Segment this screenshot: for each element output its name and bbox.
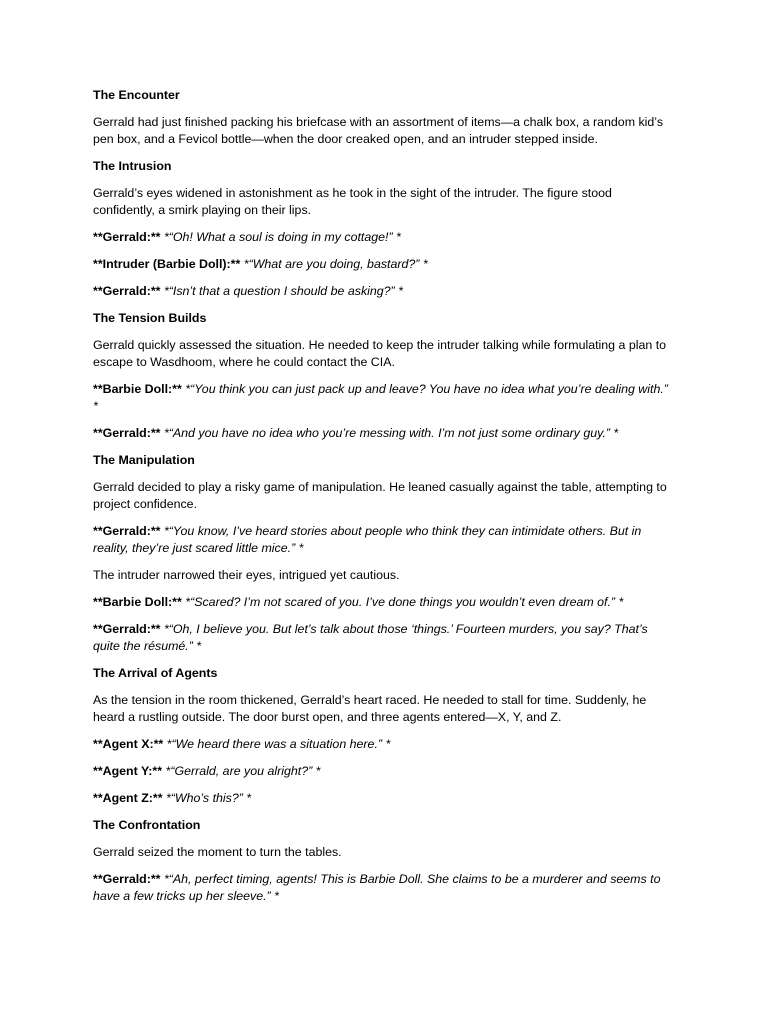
dialogue-speaker: **Gerrald:** (93, 230, 161, 244)
section-heading-manipulation: The Manipulation (93, 453, 195, 467)
dialogue-line (93, 381, 676, 415)
dialogue-speaker: **Gerrald:** (93, 426, 161, 440)
dialogue-speaker: **Barbie Doll:** (93, 595, 182, 609)
dialogue-text: *“Oh, I believe you. But let’s talk about those ‘things.’ Fourteen murders, you say? That’s quite the résumé.” * (93, 622, 648, 653)
paragraph: Gerrald quickly assessed the situation. He needed to keep the intruder talking while formulating a plan to escape to Wasdhoom, where he could contact the CIA. (93, 338, 667, 369)
dialogue-text: *“Gerrald, are you alright?” * (162, 764, 321, 778)
dialogue-line (93, 523, 676, 557)
section-heading-intrusion: The Intrusion (93, 159, 172, 173)
paragraph: The intruder narrowed their eyes, intrigued yet cautious. (93, 568, 400, 582)
dialogue-speaker: **Gerrald:** (93, 524, 161, 538)
paragraph: Gerrald’s eyes widened in astonishment as he took in the sight of the intruder. The figure stood confidently, a smirk playing on their lips. (93, 186, 612, 217)
dialogue-speaker: **Agent Y:** (93, 764, 163, 778)
dialogue-speaker: **Intruder (Barbie Doll):** (93, 257, 241, 271)
section-heading-arrival-of-agents: The Arrival of Agents (93, 666, 218, 680)
dialogue-speaker: **Barbie Doll:** (93, 382, 182, 396)
paragraph: Gerrald decided to play a risky game of manipulation. He leaned casually against the table, attempting to project confidence. (93, 480, 667, 511)
dialogue-speaker: **Agent X:** (93, 737, 164, 751)
dialogue-text: *“You think you can just pack up and leave? You have no idea what you’re dealing with.” * (93, 382, 668, 413)
dialogue-speaker: **Gerrald:** (93, 284, 161, 298)
dialogue-line (93, 621, 676, 655)
dialogue-text: *“And you have no idea who you’re messing with. I’m not just some ordinary guy.” * (160, 426, 619, 440)
dialogue-line (93, 736, 676, 753)
dialogue-speaker: **Gerrald:** (93, 872, 161, 886)
dialogue-line (93, 425, 676, 442)
dialogue-line (93, 594, 676, 611)
dialogue-line (93, 871, 676, 905)
dialogue-line (93, 790, 676, 807)
dialogue-line (93, 763, 676, 780)
dialogue-speaker: **Agent Z:** (93, 791, 163, 805)
dialogue-text: *“Isn’t that a question I should be asking?” * (160, 284, 403, 298)
dialogue-text: *“We heard there was a situation here.” * (163, 737, 391, 751)
dialogue-line (93, 256, 676, 273)
dialogue-line (93, 229, 676, 246)
dialogue-text: *“You know, I’ve heard stories about people who think they can intimidate others. But in reality, they’re just scared little mice.” * (93, 524, 642, 555)
dialogue-text: *“Scared? I’m not scared of you. I’ve done things you wouldn’t even dream of.” * (181, 595, 624, 609)
dialogue-text: *“Ah, perfect timing, agents! This is Barbie Doll. She claims to be a murderer and seems to have a few tricks up her sleeve.” * (93, 872, 661, 903)
section-heading-confrontation: The Confrontation (93, 818, 201, 832)
section-heading-tension-builds: The Tension Builds (93, 311, 207, 325)
dialogue-text: *“Oh! What a soul is doing in my cottage!” * (160, 230, 401, 244)
dialogue-text: *“Who’s this?” * (162, 791, 252, 805)
section-heading-encounter: The Encounter (93, 88, 180, 102)
paragraph: As the tension in the room thickened, Gerrald’s heart raced. He needed to stall for time. Suddenly, he heard a rustling outside. The door burst open, and three agents entered—X, Y, and Z. (93, 693, 647, 724)
dialogue-text: *“What are you doing, bastard?” * (240, 257, 428, 271)
paragraph: Gerrald seized the moment to turn the tables. (93, 845, 342, 859)
paragraph: Gerrald had just finished packing his briefcase with an assortment of items—a chalk box, a random kid’s pen box, and a Fevicol bottle—when the door creaked open, and an intruder stepped inside. (93, 115, 664, 146)
dialogue-speaker: **Gerrald:** (93, 622, 161, 636)
dialogue-line (93, 283, 676, 300)
